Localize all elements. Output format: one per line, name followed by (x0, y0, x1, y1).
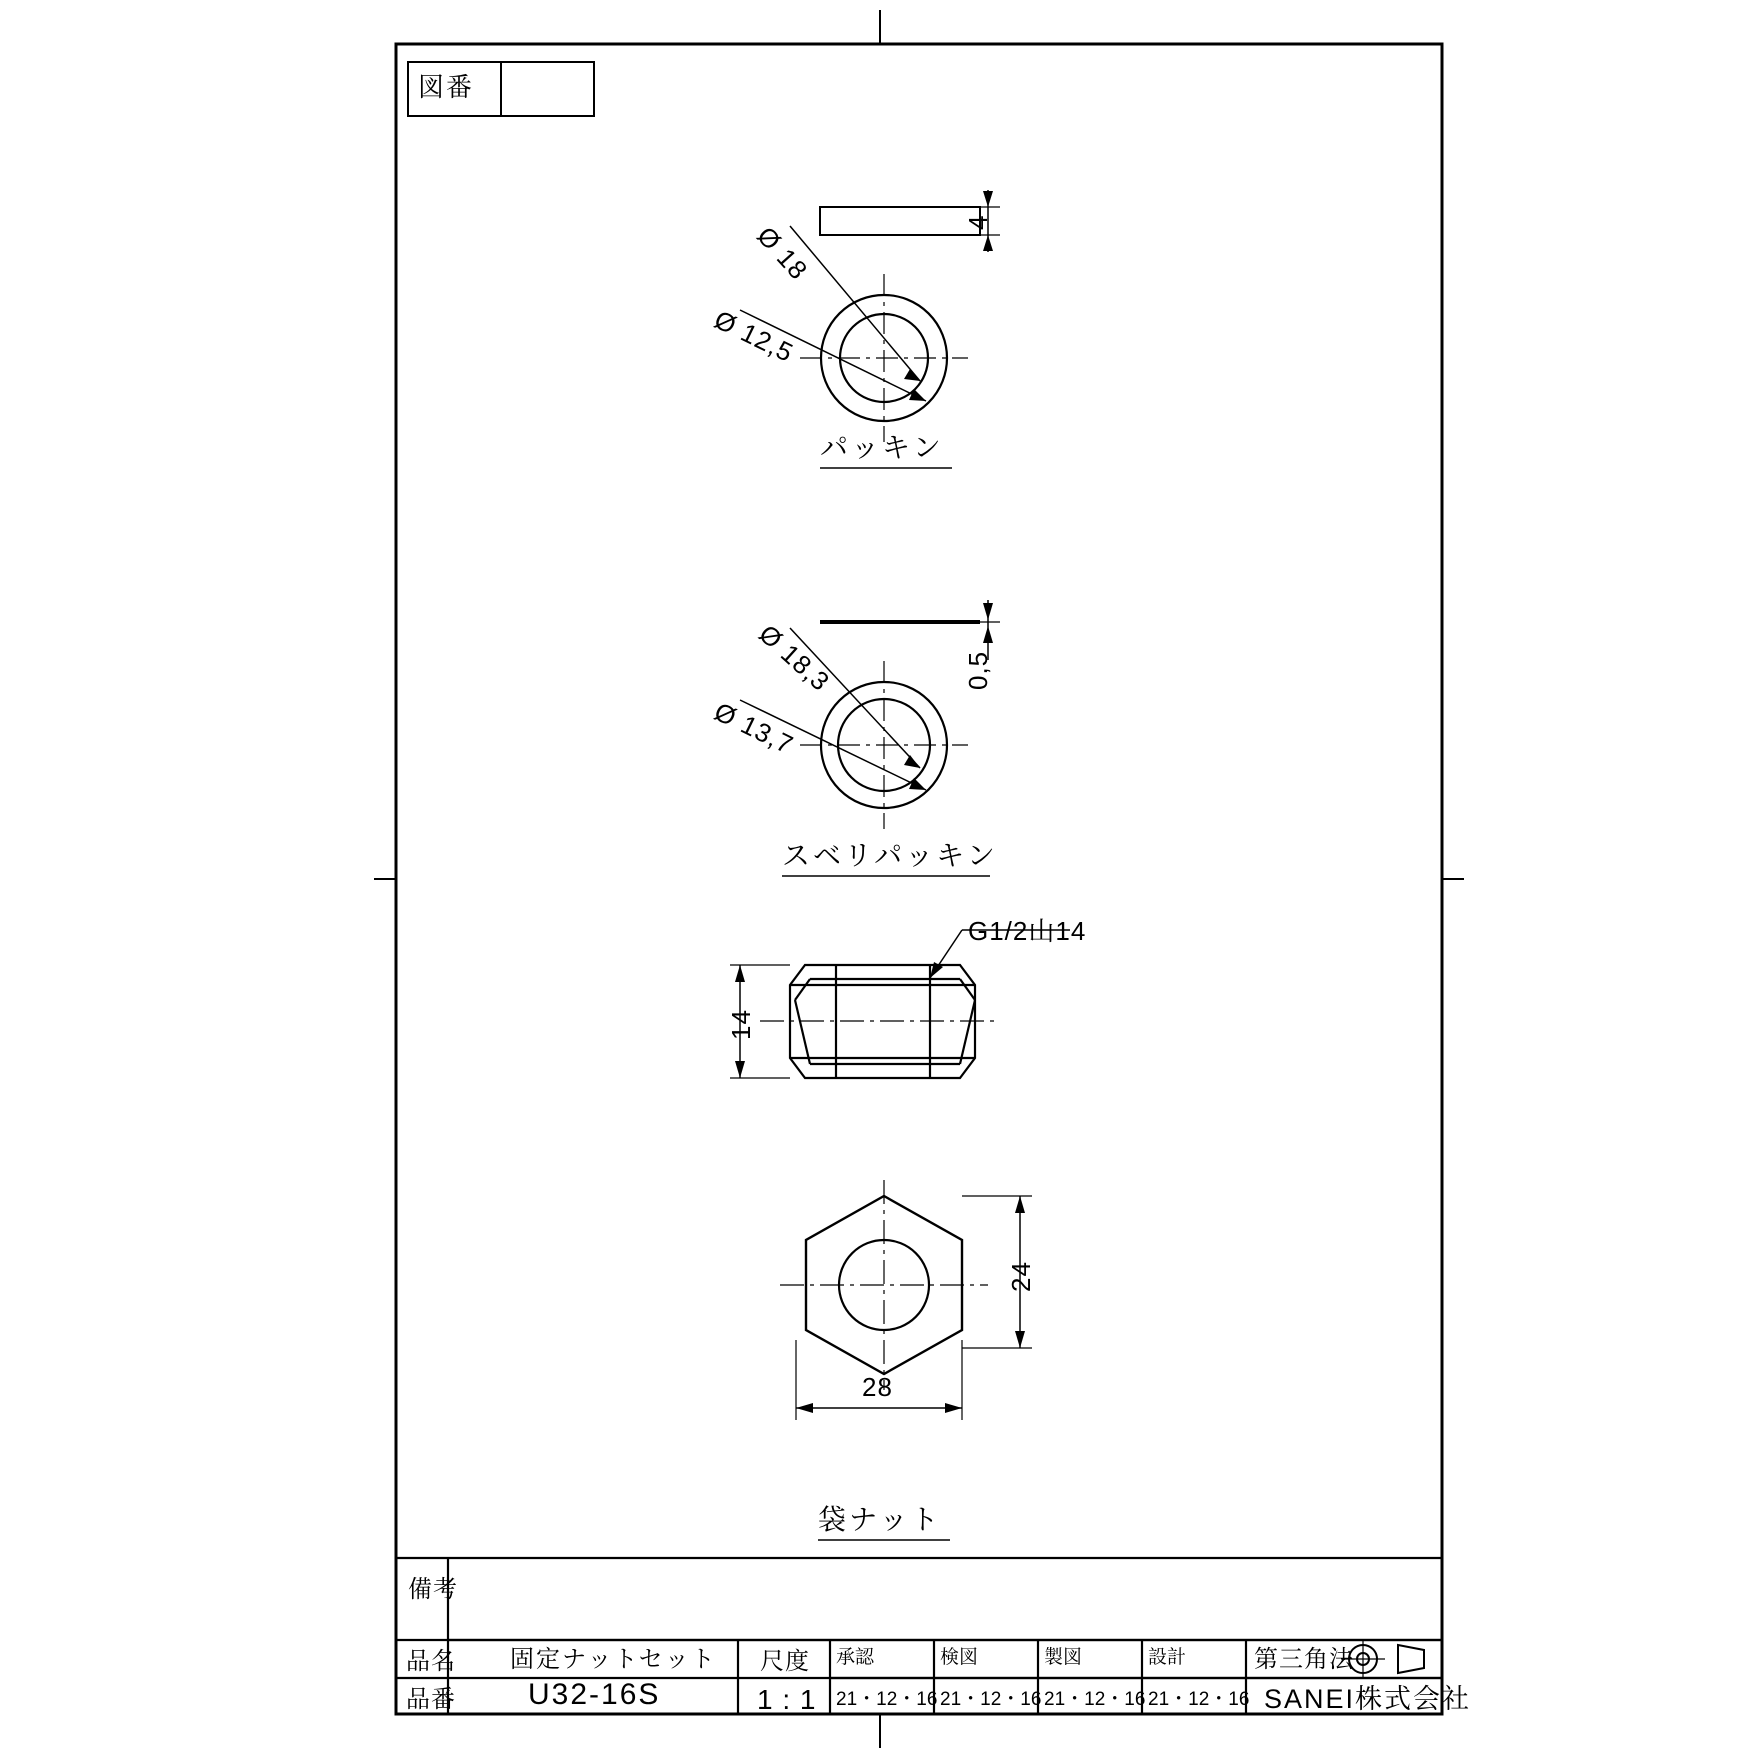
packing-inner-dim: Ø 12,5 (709, 304, 799, 369)
product-code-value: U32-16S (528, 1678, 661, 1711)
slip-outer-leader (790, 628, 920, 768)
slip-packing-name: スベリパッキン (782, 840, 998, 871)
check-date: 21・12・16 (940, 1689, 1042, 1710)
cap-nut-across-corners-dim: 28 (862, 1372, 893, 1402)
product-name-label: 品名 (406, 1648, 456, 1675)
figure-number-label: 図番 (418, 72, 475, 102)
packing-thickness-arrow-top (983, 191, 993, 207)
slip-thickness-dim: 0,5 (963, 650, 993, 690)
cap-nut-height-arrow-bottom (735, 1061, 745, 1078)
sheet-border (396, 44, 1442, 1714)
product-name-value: 固定ナットセット (510, 1646, 717, 1673)
cap-nut-name: 袋ナット (818, 1504, 942, 1535)
approval-label: 承認 (836, 1647, 875, 1668)
packing-name: パッキン (820, 432, 944, 463)
thread-spec: G1/2山14 (968, 916, 1087, 946)
design-label: 設計 (1148, 1647, 1187, 1668)
cap-nut-across-flats-dim: 24 (1006, 1261, 1036, 1292)
packing-thickness-dim: 4 (963, 214, 993, 230)
slip-outer-dim: Ø 18,3 (753, 618, 836, 698)
dim-28-arrow-left (796, 1403, 813, 1413)
product-code-label: 品番 (406, 1686, 456, 1713)
dim-24-arrow-top (1015, 1196, 1025, 1213)
company-name: SANEI株式会社 (1264, 1684, 1472, 1714)
cap-nut-height-arrow-top (735, 965, 745, 982)
draw-date: 21・12・16 (1044, 1689, 1146, 1710)
slip-thickness-arrow-top (983, 603, 993, 620)
slip-inner-dim: Ø 13,7 (709, 696, 799, 761)
packing-inner-leader-arrow (909, 389, 926, 401)
design-date: 21・12・16 (1148, 1689, 1250, 1710)
slip-thickness-arrow-bottom (983, 626, 993, 643)
approval-date: 21・12・16 (836, 1689, 938, 1710)
projection-label: 第三角法 (1254, 1646, 1354, 1673)
slip-outer-leader-arrow (904, 755, 920, 768)
cap-nut-height-dim: 14 (726, 1009, 756, 1040)
dim-24-arrow-bottom (1015, 1331, 1025, 1348)
slip-inner-leader-arrow (909, 778, 926, 790)
remarks-label: 備考 (408, 1576, 458, 1603)
draw-label: 製図 (1044, 1647, 1083, 1668)
check-label: 検図 (940, 1647, 979, 1668)
packing-thickness-arrow-bottom (983, 235, 993, 251)
dim-28-arrow-right (945, 1403, 962, 1413)
packing-side-rect (820, 207, 980, 235)
packing-outer-dim: Ø 18 (751, 220, 814, 286)
scale-label: 尺度 (760, 1648, 810, 1675)
scale-value: 1 : 1 (757, 1684, 817, 1715)
